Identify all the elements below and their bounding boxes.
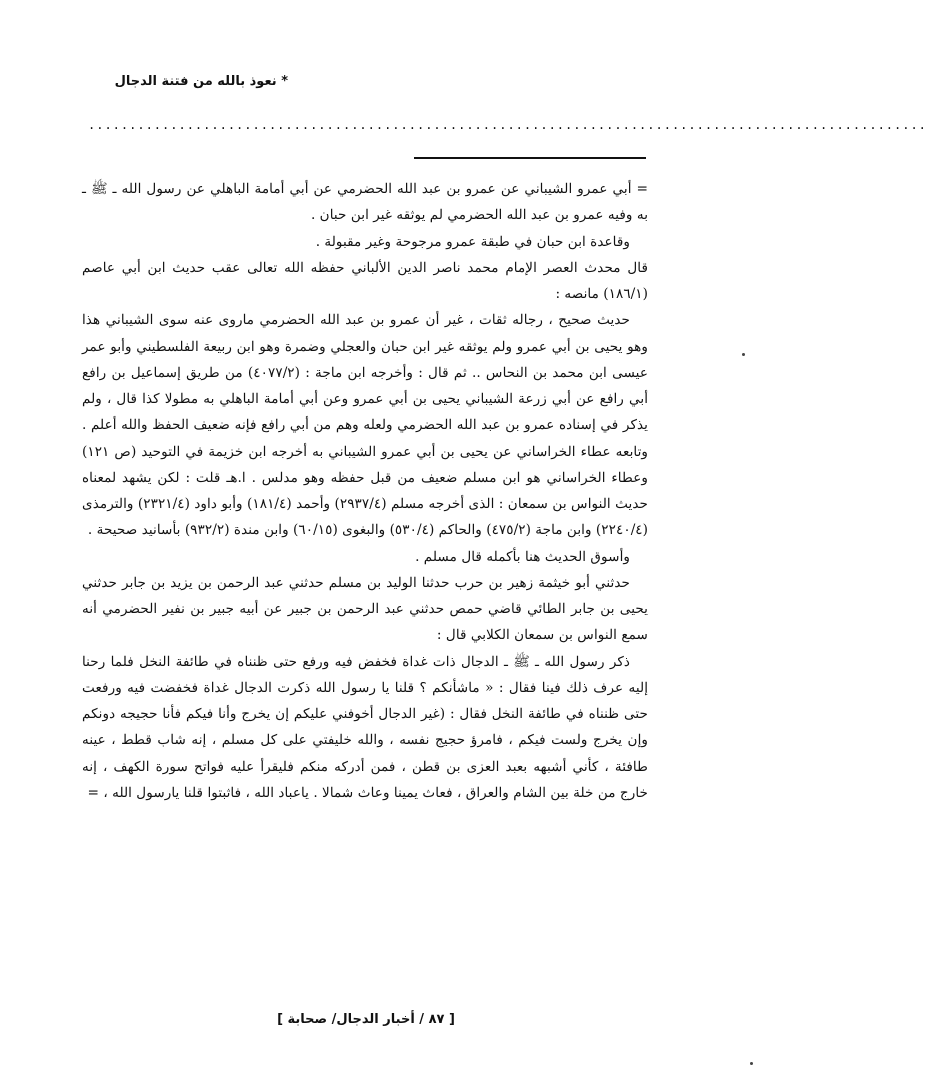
scan-speck: [750, 1062, 753, 1065]
dotted-separator: ......................................................................................................: [88, 118, 927, 132]
paragraph: وقاعدة ابن حبان في طبقة عمرو مرجوحة وغير مقبولة .: [315, 233, 630, 250]
paragraph: وأسوق الحديث هنا بأكمله قال مسلم .: [415, 548, 630, 565]
scan-speck: [742, 353, 745, 356]
page-body: [82, 176, 648, 806]
page-footer: [ ٨٧ / أخبار الدجال/ صحابة ]: [277, 1012, 455, 1027]
paragraph: حدثني أبو خيثمة زهير بن حرب حدثنا الوليد بن مسلم حدثني عبد الرحمن بن يزيد بن جابر حدثني يحيى بن جابر الطائي قاضي حمص حدثني عبد الرحمن بن جبير عن أبيه جبير بن نفير الحضرمي أنه سمع النواس بن سمعان الكلابي قال :: [82, 574, 648, 644]
paragraph: قال محدث العصر الإمام محمد ناصر الدين الألباني حفظه الله تعالى عقب حديث ابن أبي عاصم (١٨٦/١) مانصه :: [82, 259, 648, 302]
running-header: * نعوذ بالله من فتنة الدجال: [114, 74, 288, 89]
paragraph: حديث صحيح ، رجاله ثقات ، غير أن عمرو بن عبد الله الحضرمي ماروى عنه سوى الشيباني هذا وهو يحيى بن أبي عمرو ولم يوثقه غير ابن حبان والعجلي وضمرة وهو ابن ربيعة الفلسطيني وأبو عمر عيسى ابن محمد بن النحاس .. ثم قال : وأخرجه ابن ماجة : (٤٠٧٧/٢) من طريق إسماعيل بن رافع أبي رافع عن أبي زرعة الشيباني يحيى بن أبي عمرو وعن أبي أمامة الباهلي به مطولا كذا قال ، ولم يذكر في إسناده عمرو بن عبد الله الحضرمي ولعله وهم من أبي رافع فإنه ضعيف الحفظ والله أعلم . وتابعه عطاء الخراساني عن يحيى بن أبي عمرو الشيباني به أخرجه ابن خزيمة في التوحيد (ص ١٢١) وعطاء الخراساني هو ابن مسلم ضعيف من قبل حفظه وهو مدلس . ا.هـ قلت : لكن يشهد لمعناه حديث النواس بن سمعان : الذى أخرجه مسلم (٢٩٣٧/٤) وأحمد (١٨١/٤) وأبو داود (٢٣٢١/٤) والترمذى (٢٢٤٠/٤) وابن ماجة (٤٧٥/٢) والحاكم (٥٣٠/٤) والبغوى (٦٠/١٥) وابن مندة (٩٣٢/٢) بأسانيد صحيحة .: [82, 312, 648, 539]
footnote-rule: [414, 157, 646, 159]
paragraph: = أبي عمرو الشيباني عن عمرو بن عبد الله الحضرمي عن أبي أمامة الباهلي عن رسول الله ـ ﷺ ـ به وفيه عمرو بن عبد الله الحضرمي لم يوثقه غير ابن حبان .: [82, 181, 648, 224]
paragraph: ذكر رسول الله ـ ﷺ ـ الدجال ذات غداة فخفض فيه ورفع حتى ظنناه في طائفة النخل فلما رحنا إليه عرف ذلك فينا فقال : « ماشأنكم ؟ قلنا يا رسول الله ذكرت الدجال غداة فخفضت فيه ورفعت حتى ظنناه في طائفة النخل فقال : (غير الدجال أخوفني عليكم إن يخرج وأنا فيكم فأنا حجيجه دونكم وإن يخرج ولست فيكم ، فامرؤ حجيج نفسه ، والله خليفتي على كل مسلم ، إنه شاب قطط ، عينه طافئة ، كأني أشبهه بعبد العزى بن قطن ، فمن أدركه منكم فليقرأ عليه فواتح سورة الكهف ، إنه خارج من خلة بين الشام والعراق ، فعاث يمينا وعاث شمالا . ياعباد الله ، فاثبتوا قلنا يارسول الله ، =: [82, 653, 648, 801]
